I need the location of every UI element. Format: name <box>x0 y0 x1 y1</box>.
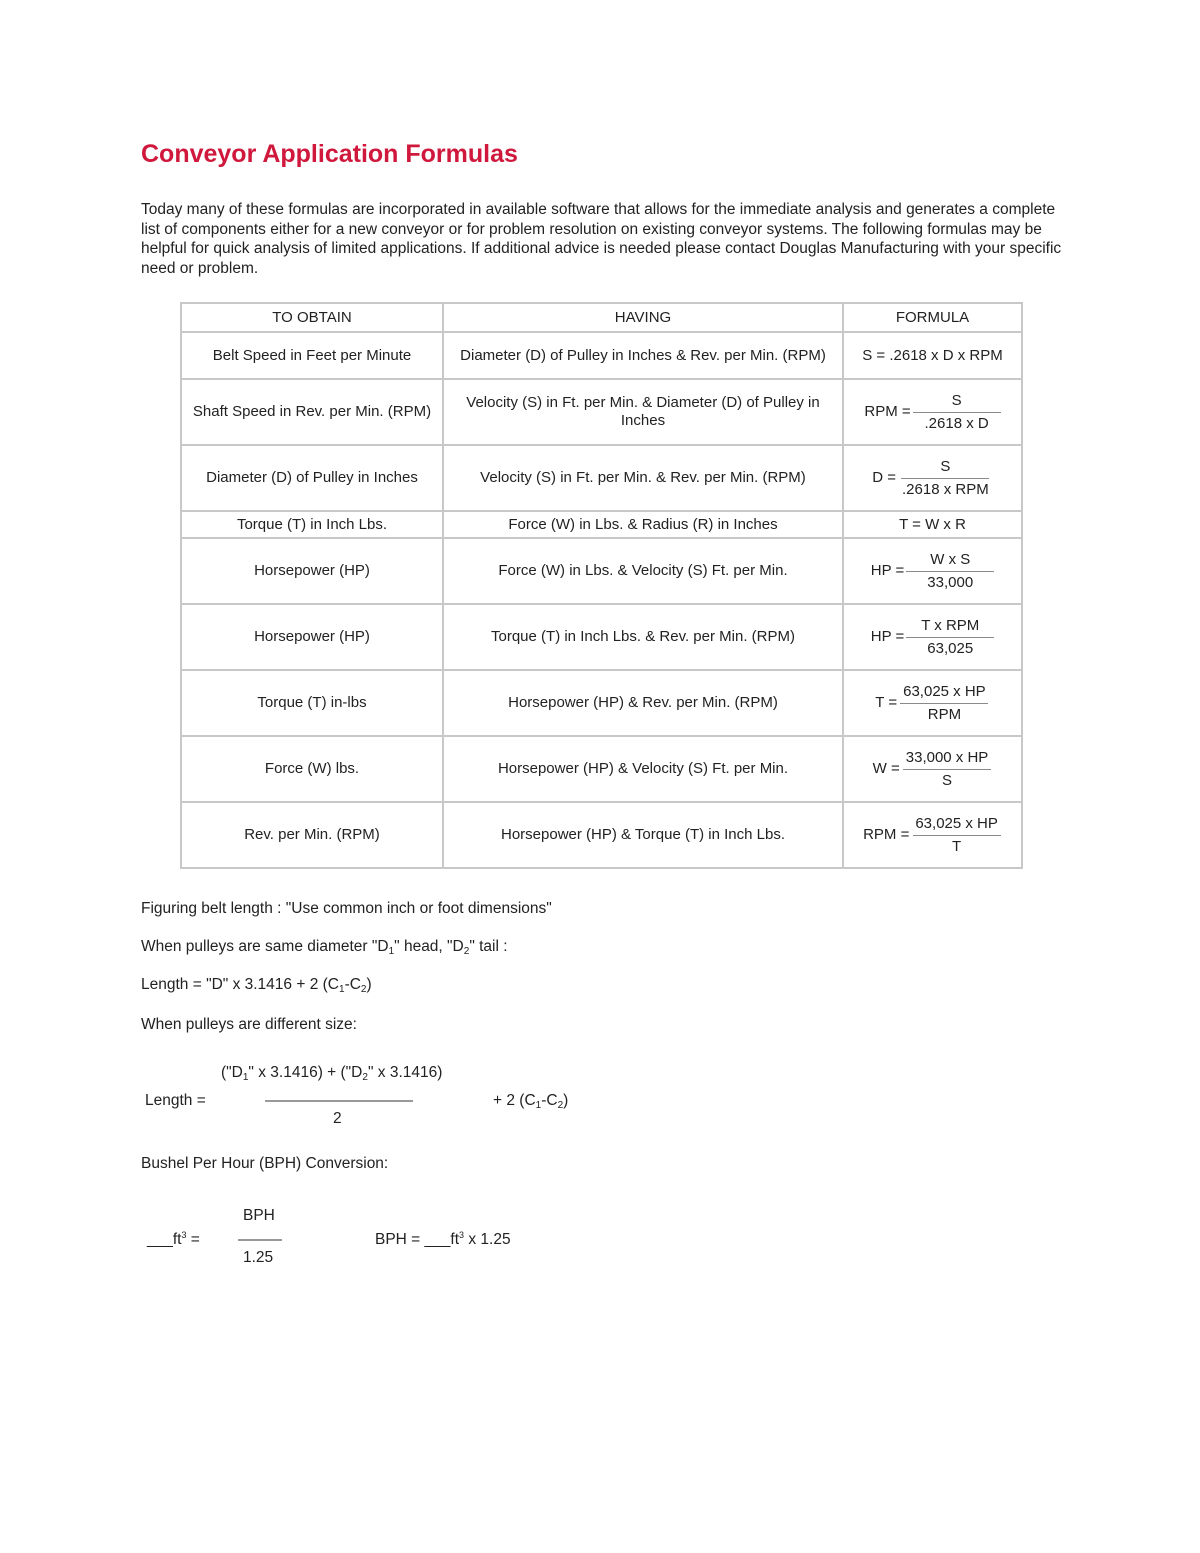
fraction <box>913 392 1001 433</box>
same-diameter-part: When pulleys are same diameter "D <box>141 938 389 955</box>
cell-to-obtain: Belt Speed in Feet per Minute <box>181 332 443 379</box>
subscript: 1 <box>242 1072 249 1083</box>
subscript: 2 <box>362 1072 368 1083</box>
cell-formula: T = W x R <box>843 511 1022 538</box>
cell-formula <box>843 670 1022 736</box>
formula-lhs: W = <box>872 760 900 777</box>
formula-numerator: S <box>951 391 962 409</box>
same-diameter-text <box>141 938 508 957</box>
tail-part: ) <box>563 1092 569 1109</box>
formula-numerator: W x S <box>930 550 971 568</box>
bph-numerator: BPH <box>243 1207 275 1224</box>
cell-formula <box>843 445 1022 511</box>
formula-lhs: RPM = <box>864 403 911 420</box>
fraction-bar <box>906 571 994 572</box>
cell-to-obtain: Torque (T) in-lbs <box>181 670 443 736</box>
cell-to-obtain: Horsepower (HP) <box>181 604 443 670</box>
bph-rhs-part: x 1.25 <box>464 1231 511 1249</box>
cell-formula <box>843 604 1022 670</box>
formula-table <box>180 302 1023 869</box>
bph-heading: Bushel Per Hour (BPH) Conversion: <box>141 1155 389 1172</box>
cell-to-obtain: Torque (T) in Inch Lbs. <box>181 511 443 538</box>
intro-paragraph: Today many of these formulas are incorporated in available software that allows for the immediate analysis and generates a complete list of components either for a new conveyor or for problem resolution on existing conveyor systems. The following formulas may be helpful for quick analysis of limited applications. If additional advice is needed please contact Douglas Manufacturing with your specific need or problem. <box>141 201 1062 277</box>
superscript: 3 <box>459 1230 465 1240</box>
belt-length-heading: Figuring belt length : "Use common inch or foot dimensions" <box>141 900 552 917</box>
bph-lhs-part: = <box>186 1231 200 1249</box>
length-numerator <box>221 1064 442 1083</box>
cell-to-obtain: Force (W) lbs. <box>181 736 443 802</box>
header-having: HAVING <box>443 303 843 332</box>
length-formula-part: ) <box>366 976 372 993</box>
cell-having: Velocity (S) in Ft. per Min. & Rev. per Min. (RPM) <box>443 445 843 511</box>
fraction-formula <box>871 551 995 592</box>
formula-lhs: D = <box>872 469 897 486</box>
numerator-part: " x 3.1416) + ("D <box>248 1064 363 1081</box>
fraction <box>902 749 993 790</box>
length-formula-different <box>145 1064 605 1134</box>
same-diameter-part: " head, "D <box>394 938 464 955</box>
table-row <box>181 604 1022 670</box>
fraction-formula <box>872 458 992 499</box>
numerator-part: " x 3.1416) <box>367 1064 443 1081</box>
superscript: 3 <box>181 1230 187 1240</box>
tail-part: -C <box>541 1092 558 1109</box>
bph-denominator: 1.25 <box>243 1249 274 1266</box>
cell-formula <box>843 538 1022 604</box>
fraction <box>906 617 994 658</box>
table-row <box>181 802 1022 868</box>
table-header-row <box>181 303 1022 332</box>
formula-numerator: 63,025 x HP <box>915 814 998 832</box>
cell-to-obtain: Rev. per Min. (RPM) <box>181 802 443 868</box>
length-label: Length = <box>145 1092 206 1109</box>
fraction-bar <box>900 703 988 704</box>
fraction-formula <box>873 749 993 790</box>
subscript: 2 <box>360 984 367 995</box>
cell-having: Horsepower (HP) & Torque (T) in Inch Lbs. <box>443 802 843 868</box>
cell-having: Diameter (D) of Pulley in Inches & Rev. per Min. (RPM) <box>443 332 843 379</box>
header-to-obtain: TO OBTAIN <box>181 303 443 332</box>
length-denominator: 2 <box>333 1110 342 1127</box>
subscript: 2 <box>557 1100 564 1111</box>
cell-having: Force (W) in Lbs. & Radius (R) in Inches <box>443 511 843 538</box>
cell-to-obtain: Horsepower (HP) <box>181 538 443 604</box>
cell-to-obtain: Shaft Speed in Rev. per Min. (RPM) <box>181 379 443 445</box>
page-title: Conveyor Application Formulas <box>141 140 518 168</box>
formula-denominator: 33,000 <box>927 573 974 591</box>
formula-lhs: HP = <box>870 562 905 579</box>
fraction-bar <box>903 769 991 770</box>
subscript: 1 <box>535 1100 542 1111</box>
fraction-formula <box>863 815 1002 856</box>
fraction-bar <box>238 1239 282 1241</box>
bph-rhs-part: BPH = ___ft <box>375 1231 460 1249</box>
formula-numerator: 33,000 x HP <box>905 748 989 766</box>
bph-lhs-part: ___ft <box>147 1231 182 1249</box>
formula-lhs: RPM = <box>863 826 910 843</box>
numerator-part: ("D <box>221 1064 243 1081</box>
table-row <box>181 670 1022 736</box>
length-formula-same <box>141 976 372 995</box>
table-row <box>181 379 1022 445</box>
fraction-bar <box>265 1100 413 1102</box>
formula-lhs: HP = <box>870 628 905 645</box>
fraction-formula <box>871 617 995 658</box>
fraction-bar <box>906 637 994 638</box>
different-size-text: When pulleys are different size: <box>141 1016 357 1033</box>
fraction-bar <box>913 412 1001 413</box>
fraction-formula <box>864 392 1000 433</box>
formula-denominator: RPM <box>927 705 962 723</box>
formula-lhs: T = <box>875 694 898 711</box>
table-row <box>181 538 1022 604</box>
same-diameter-part: " tail : <box>469 938 508 955</box>
formula-denominator: .2618 x RPM <box>902 480 989 498</box>
formula-denominator: 63,025 <box>927 639 974 657</box>
formula-numerator: 63,025 x HP <box>903 682 986 700</box>
subscript: 2 <box>463 946 470 957</box>
fraction-formula <box>875 683 989 724</box>
formula-denominator: .2618 x D <box>924 414 989 432</box>
length-formula-part: -C <box>344 976 361 993</box>
subscript: 1 <box>388 946 395 957</box>
cell-having: Horsepower (HP) & Velocity (S) Ft. per Min. <box>443 736 843 802</box>
bph-lhs <box>147 1230 200 1249</box>
length-formula-part: Length = "D" x 3.1416 + 2 (C <box>141 976 339 993</box>
formula-numerator: T x RPM <box>921 616 980 634</box>
cell-formula: S = .2618 x D x RPM <box>843 332 1022 379</box>
cell-having: Force (W) in Lbs. & Velocity (S) Ft. per Min. <box>443 538 843 604</box>
fraction-bar <box>901 478 989 479</box>
formula-denominator: T <box>952 837 962 855</box>
cell-having: Velocity (S) in Ft. per Min. & Diameter (D) of Pulley in Inches <box>443 379 843 445</box>
cell-formula <box>843 736 1022 802</box>
formula-denominator: S <box>942 771 953 789</box>
tail-part: + 2 (C <box>493 1092 536 1109</box>
cell-formula <box>843 802 1022 868</box>
fraction <box>899 683 990 724</box>
bph-rhs <box>375 1230 511 1249</box>
cell-to-obtain: Diameter (D) of Pulley in Inches <box>181 445 443 511</box>
cell-having: Horsepower (HP) & Rev. per Min. (RPM) <box>443 670 843 736</box>
subscript: 1 <box>339 984 345 995</box>
table-row <box>181 736 1022 802</box>
cell-having: Torque (T) in Inch Lbs. & Rev. per Min. (RPM) <box>443 604 843 670</box>
fraction <box>911 815 1002 856</box>
header-formula: FORMULA <box>843 303 1022 332</box>
length-tail <box>493 1092 568 1111</box>
formula-numerator: S <box>940 457 951 475</box>
table-row <box>181 445 1022 511</box>
cell-formula <box>843 379 1022 445</box>
fraction <box>898 458 993 499</box>
fraction <box>906 551 994 592</box>
table-row <box>181 332 1022 379</box>
table-row <box>181 511 1022 538</box>
bph-formulas <box>147 1205 567 1275</box>
fraction-bar <box>913 835 1001 836</box>
